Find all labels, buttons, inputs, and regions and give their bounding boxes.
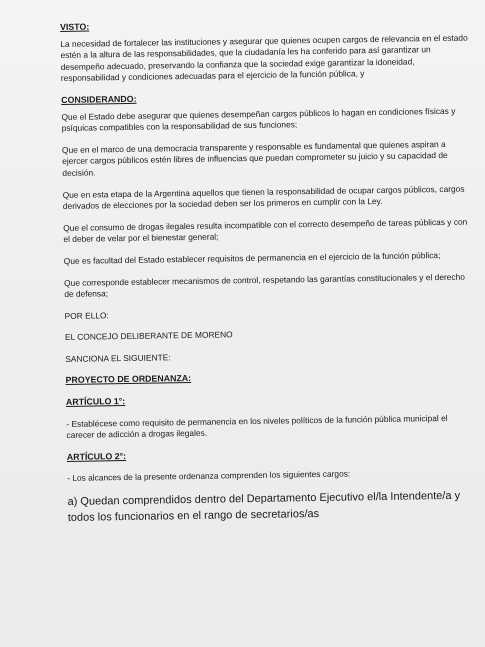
document-body xyxy=(60,16,478,526)
visto-text: La necesidad de fortalecer las instituciones y asegurar que quienes ocupen cargos de relevancia en el estado estén a la altura de las responsabilidades, que la ciudadanía les ha conferido para así garantizar un desempeño adecuado, preservando la confianza que la sociedad exige garantizar la idoneidad, responsabilidad y condiciones adecuadas para el ejercicio de la función pública, y xyxy=(60,32,468,84)
articulo2-item-a: a) Quedan comprendidos dentro del Departamento Ejecutivo el/la Intendente/a y todos los funcionarios en el rango de secretarios/as xyxy=(67,489,461,524)
visto-heading: VISTO: xyxy=(60,21,90,32)
proyecto-heading: PROYECTO DE ORDENANZA: xyxy=(65,373,192,386)
articulo1-heading: ARTÍCULO 1°: xyxy=(65,396,126,408)
por-ello: POR ELLO: xyxy=(64,309,109,321)
sanciona-line: SANCIONA EL SIGUIENTE: xyxy=(65,352,171,364)
articulo2-heading: ARTÍCULO 2°: xyxy=(66,450,127,462)
articulo1-text: - Establécese como requisito de permanencia en los niveles políticos de la función pública municipal el carecer de adicción a drogas ilegales. xyxy=(66,412,448,441)
considerando-paragraph: Que es facultad del Estado establecer requisitos de permanencia en el ejercicio de la función pública; xyxy=(63,249,441,266)
articulo2-text: - Los alcances de la presente ordenanza comprenden los siguientes cargos: xyxy=(67,468,351,484)
considerando-paragraph: Que el Estado debe asegurar que quienes desempeñan cargos públicos lo hagan en condiciones físicas y psíquicas compatibles con la responsabilidad de sus funciones; xyxy=(61,105,456,134)
considerando-heading: CONSIDERANDO: xyxy=(61,93,137,105)
concejo-line: EL CONCEJO DELIBERANTE DE MORENO xyxy=(64,329,233,343)
considerando-paragraph: Que el consumo de drogas ilegales resulta incompatible con el correcto desempeño de tareas públicas y con el deber de velar por el bienestar general; xyxy=(63,216,468,245)
considerando-paragraph: Que en el marco de una democracia transparente y responsable es fundamental que quienes aspiran a ejercer cargos públicos estén libres de influencias que puedan comprometer su juicio y su capacidad de decisión. xyxy=(61,138,448,178)
considerando-paragraph: Que en esta etapa de la Argentina aquellos que tienen la responsabilidad de ocupar cargos públicos, cargos derivados de elecciones por la sociedad deben ser los primeros en cumplir con la Ley. xyxy=(62,183,465,212)
considerando-paragraph: Que corresponde establecer mecanismos de control, respetando las garantías constitucionales y el derecho de defensa; xyxy=(64,271,465,300)
